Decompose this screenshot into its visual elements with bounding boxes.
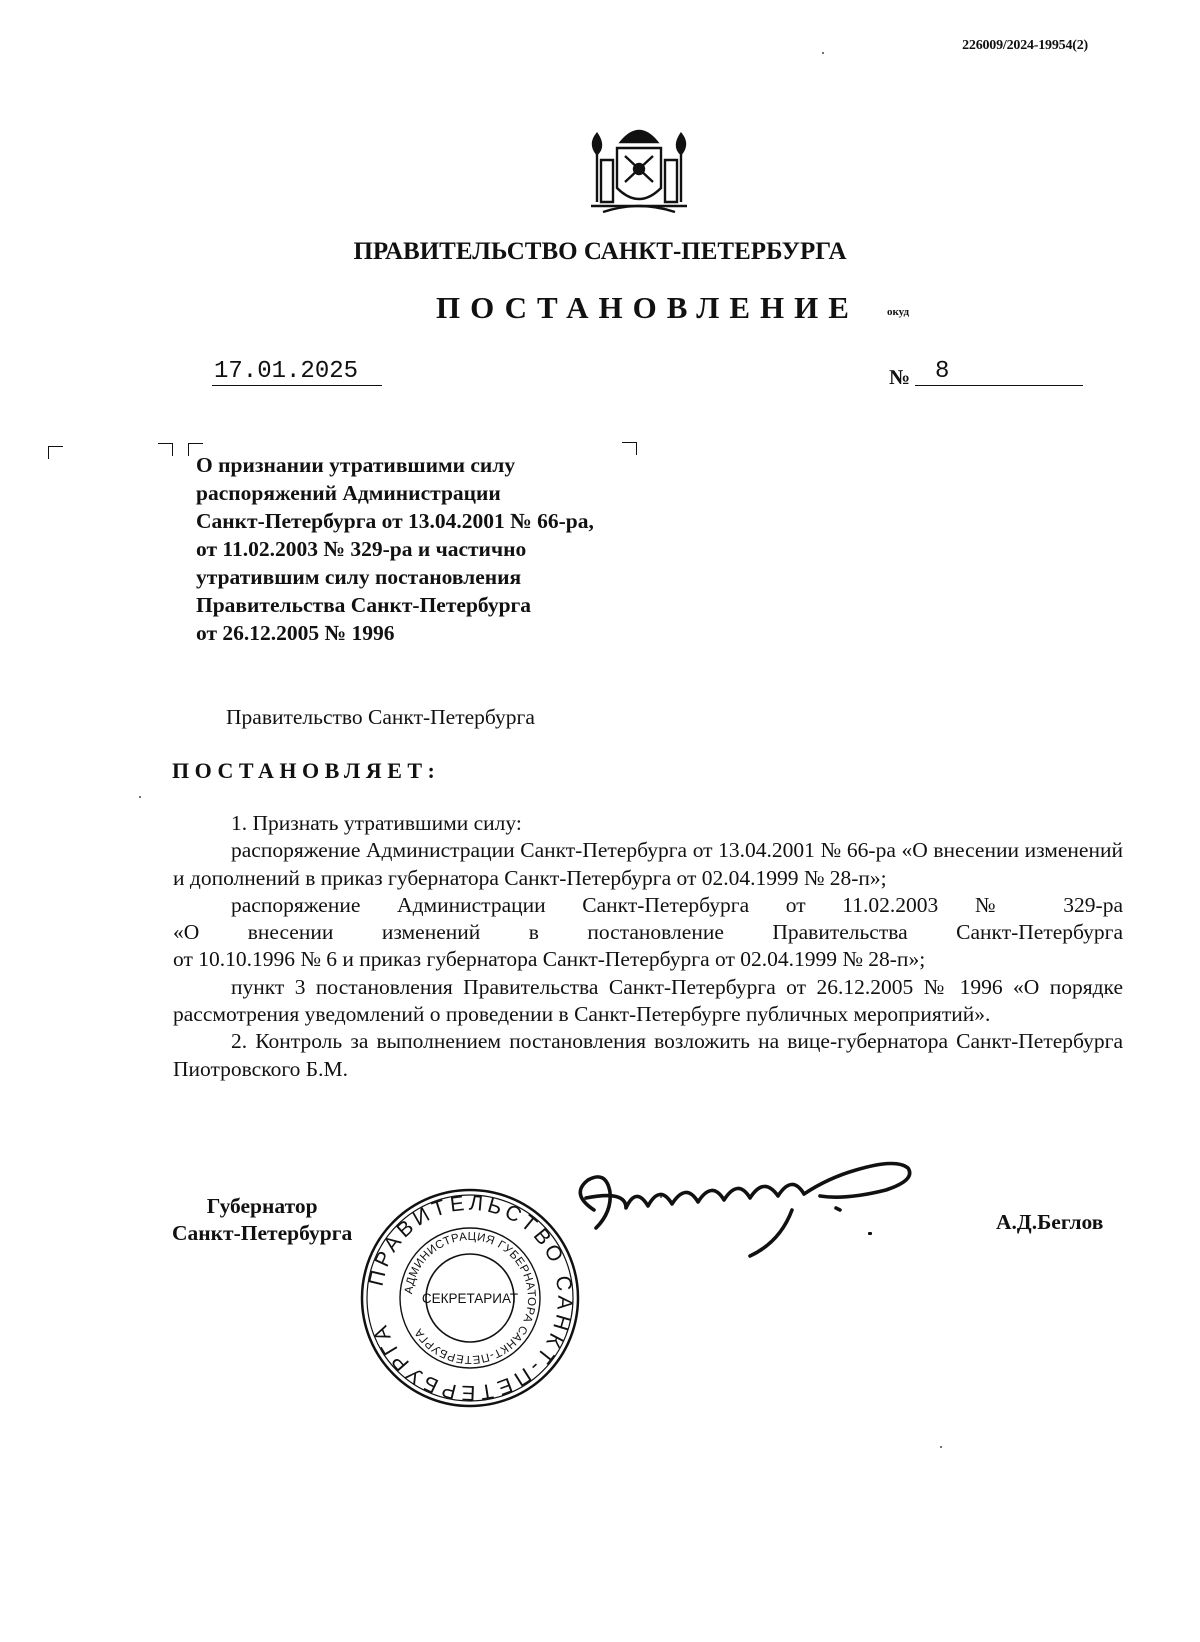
- subject-line: Правительства Санкт-Петербурга: [196, 593, 532, 617]
- paragraph-3-line: «О внесении изменений в постановление Правительства Санкт-Петербурга: [173, 920, 1123, 945]
- signatory-title-line: Санкт-Петербурга: [172, 1221, 353, 1245]
- registration-number: 226009/2024-19954(2): [962, 38, 1088, 53]
- organization-title: ПРАВИТЕЛЬСТВО САНКТ-ПЕТЕРБУРГА: [353, 238, 847, 265]
- document-subject: [196, 451, 676, 647]
- subject-line: утратившим силу постановления: [196, 565, 522, 589]
- official-seal-stamp: [358, 1186, 582, 1410]
- subject-line: О признании утратившими силу: [196, 453, 516, 477]
- paragraph-5: 2. Контроль за выполнением постановления возложить на вице-губернатора Санкт-Петербурга Пиотровского Б.М.: [173, 1029, 1123, 1081]
- subject-line: Санкт-Петербурга от 13.04.2001 № 66-ра,: [196, 509, 594, 533]
- corner-mark-subject-open: [158, 443, 173, 456]
- scan-speck: [868, 1232, 872, 1235]
- scan-speck: [660, 1196, 662, 1198]
- paragraph-4: пункт 3 постановления Правительства Санкт-Петербурга от 26.12.2005 № 1996 «О порядке рассмотрения уведомлений о проведении в Санкт-Петербурге публичных мероприятий».: [173, 974, 1123, 1027]
- svg-text:СЕКРЕТАРИАТ: СЕКРЕТАРИАТ: [421, 1291, 519, 1306]
- subject-line: от 11.02.2003 № 329-ра и частично: [196, 537, 527, 561]
- scan-speck: [822, 52, 824, 54]
- signatory-name: А.Д.Беглов: [996, 1210, 1104, 1234]
- subject-line: от 26.12.2005 № 1996: [196, 621, 395, 645]
- coat-of-arms-emblem: [583, 118, 695, 216]
- document-date: 17.01.2025: [212, 359, 382, 386]
- subject-line: распоряжений Администрации: [196, 481, 501, 505]
- preamble: Правительство Санкт-Петербурга: [226, 705, 535, 729]
- scan-speck: [139, 796, 141, 798]
- paragraph-3-line: распоряжение Администрации Санкт-Петербурга от 11.02.2003 № 329-ра: [231, 892, 1123, 917]
- scan-speck: [940, 1446, 942, 1448]
- document-number: 8: [915, 359, 1083, 386]
- document-body: [173, 810, 1123, 1083]
- corner-mark-left: [48, 446, 63, 459]
- signatory-title: [172, 1193, 352, 1247]
- paragraph-1: 1. Признать утратившими силу:: [231, 811, 522, 835]
- document-type: ПОСТАНОВЛЕНИЕ: [436, 290, 859, 325]
- svg-text:ПРАВИТЕЛЬСТВО САНКТ-ПЕТЕРБУРГА: ПРАВИТЕЛЬСТВО САНКТ-ПЕТЕРБУРГА: [364, 1191, 577, 1405]
- paragraph-2: распоряжение Администрации Санкт-Петербурга от 13.04.2001 № 66-ра «О внесении изменений и дополнений в приказ губернатора Санкт-Петербурга от 02.04.1999 № 28-п»;: [173, 838, 1123, 890]
- number-sign: №: [889, 365, 911, 389]
- signatory-title-line: Губернатор: [206, 1194, 318, 1218]
- svg-text:АДМИНИСТРАЦИЯ ГУБЕРНАТОРА САНК: АДМИНИСТРАЦИЯ ГУБЕРНАТОРА САНКТ-ПЕТЕРБУРГА: [403, 1230, 538, 1366]
- decree-heading: ПОСТАНОВЛЯЕТ:: [172, 758, 441, 783]
- handwritten-signature: [566, 1150, 926, 1260]
- paragraph-3-line: от 10.10.1996 № 6 и приказ губернатора Санкт-Петербурга от 02.04.1999 № 28-п»;: [173, 947, 926, 972]
- okud-label: окуд: [887, 306, 910, 318]
